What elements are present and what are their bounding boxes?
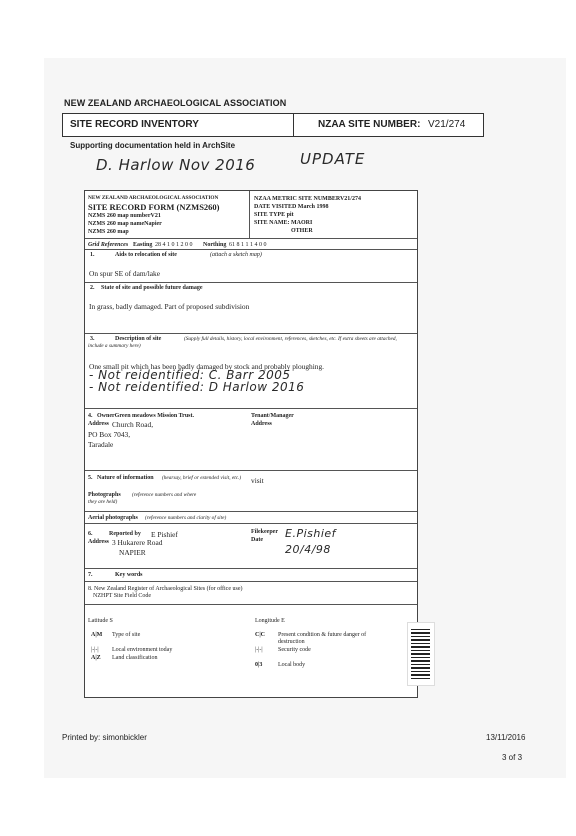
grid-ref-label: Grid References xyxy=(88,242,129,248)
form-map: NZMS 260 map xyxy=(88,229,129,235)
form-site-name-other: OTHER xyxy=(291,228,313,234)
code-local-body-label: Local body xyxy=(278,662,306,668)
aerial-hint: (reference numbers and clarity of site) xyxy=(145,515,227,521)
filekeeper-label: Filekeeper xyxy=(251,529,278,535)
handwritten-author-date: D. Harlow Nov 2016 xyxy=(96,156,256,174)
section-3-title: Description of site xyxy=(115,336,162,342)
section-5-value: visit xyxy=(251,476,264,485)
section-1-number: 1. xyxy=(90,252,95,258)
section-4-address-2: PO Box 7043, xyxy=(88,430,131,439)
form-metric-number: NZAA METRIC SITE NUMBERV21/274 xyxy=(254,196,361,202)
section-7-number: 7. xyxy=(88,572,93,578)
rule xyxy=(85,238,417,239)
northing-label: Northing xyxy=(203,242,227,248)
photographs-label: Photographs xyxy=(88,492,121,498)
aerial-label: Aerial photographs xyxy=(88,515,138,521)
section-4-number: 4. xyxy=(88,413,93,419)
reported-by-name: E Pishief xyxy=(151,530,178,539)
handwritten-note-1: - Not reidentified: C. Barr 2005 xyxy=(89,368,291,382)
section-4-address-3: Taradale xyxy=(88,440,114,449)
code-condition: C|C xyxy=(255,632,265,638)
code-land-classification-label: Land classification xyxy=(112,655,158,661)
longitude-label: Longitude E xyxy=(255,618,285,624)
easting-value: 28 4 1 0 1 2 0 0 xyxy=(155,242,193,248)
code-local-environment: |-|-| xyxy=(91,647,99,653)
code-type-of-site-label: Type of site xyxy=(112,632,141,638)
filekeeper-date-label: Date xyxy=(251,537,263,543)
photographs-hint: (reference numbers and where they are held) xyxy=(88,492,197,505)
section-8-text: 8. New Zealand Register of Archaeological Sites (for office use) xyxy=(88,586,243,592)
print-date: 13/11/2016 xyxy=(486,733,526,742)
section-7-title: Key words xyxy=(115,572,143,578)
section-1-title: Aids to relocation of site xyxy=(115,252,177,258)
form-date-visited: DATE VISITED March 1998 xyxy=(254,204,329,210)
easting-label: Easting xyxy=(133,242,153,248)
page-number: 3 of 3 xyxy=(502,753,523,762)
section-4-address-1: Church Road, xyxy=(112,420,154,429)
supporting-documentation: Supporting documentation held in ArchSite xyxy=(70,141,236,150)
inventory-title: SITE RECORD INVENTORY xyxy=(70,119,199,130)
section-2-text: In grass, badly damaged. Part of proposed subdivision xyxy=(89,302,250,311)
code-land-classification: A|Z xyxy=(91,655,101,661)
code-local-environment-label: Local environment today xyxy=(112,647,173,653)
section-6-address-label: Address xyxy=(88,539,109,545)
section-1-text: On spur SE of dam/lake xyxy=(89,269,161,278)
form-top-divider xyxy=(249,191,250,238)
section-3-number: 3. xyxy=(90,336,95,342)
code-security-label: Security code xyxy=(278,647,311,653)
section-6-address-1: 3 Hukarere Road xyxy=(112,538,163,547)
rule xyxy=(85,581,417,582)
code-condition-label: Present condition & future danger of destruction xyxy=(278,632,367,645)
handwritten-update: UPDATE xyxy=(300,150,366,168)
section-5-title: Nature of information xyxy=(97,475,154,481)
section-3-text: One small pit which has been badly damaged by stock and probably ploughing. xyxy=(89,362,325,371)
form-assoc: NEW ZEALAND ARCHAEOLOGICAL ASSOCIATION xyxy=(88,195,219,201)
section-6-address-2: NAPIER xyxy=(119,548,146,557)
section-2-title: State of site and possible future damage xyxy=(101,285,203,291)
rule xyxy=(85,249,417,250)
section-3-hint: (Supply full details, history, local environment, references, sketches, etc. If extra sheets are attached, include a summary here) xyxy=(88,336,397,349)
section-1-hint: (attach a sketch map) xyxy=(210,252,262,258)
form-site-name-label: SITE NAME: xyxy=(254,220,290,226)
rule xyxy=(85,333,417,334)
code-type-of-site: A|M xyxy=(91,632,103,638)
section-6-title: Reported by xyxy=(109,531,141,537)
section-8-sub: NZHPT Site Field Code xyxy=(93,593,152,599)
handwritten-sign-date: 20/4/98 xyxy=(285,543,331,556)
rule xyxy=(85,282,417,283)
association-heading: NEW ZEALAND ARCHAEOLOGICAL ASSOCIATION xyxy=(64,98,287,108)
form-site-type: SITE TYPE pit xyxy=(254,212,294,218)
header-divider xyxy=(293,113,294,137)
printed-by: Printed by: simonbickler xyxy=(62,733,147,742)
site-number-label: NZAA SITE NUMBER: xyxy=(318,119,421,130)
section-5-hint: (hearsay, brief or extended visit, etc.) xyxy=(162,475,242,481)
latitude-label: Latitude S xyxy=(88,618,113,624)
northing-value: 61 8 1 1 1 4 0 0 xyxy=(229,242,267,248)
rule xyxy=(85,568,417,569)
section-5-number: 5. xyxy=(88,475,93,481)
rule xyxy=(85,470,417,471)
section-4-address-label: Address xyxy=(88,421,109,427)
handwritten-signature: E.Pishief xyxy=(285,527,337,540)
barcode xyxy=(407,622,435,686)
code-security: |-|-| xyxy=(255,647,263,653)
tenant-address: Address xyxy=(251,421,272,427)
rule xyxy=(85,511,417,512)
section-6-number: 6. xyxy=(88,531,93,537)
rule xyxy=(85,523,417,524)
code-local-body: 0|3 xyxy=(255,662,263,668)
section-4-owner: OwnerGreen meadows Mission Trust. xyxy=(97,413,194,419)
form-map-name: NZMS 260 map nameNapier xyxy=(88,221,162,227)
form-site-name-maori: MAORI xyxy=(291,220,313,226)
form-title: SITE RECORD FORM (NZMS260) xyxy=(88,202,220,212)
site-number-value: V21/274 xyxy=(428,119,466,130)
site-record-form xyxy=(84,190,418,698)
section-2-number: 2. xyxy=(90,285,95,291)
rule xyxy=(85,604,417,605)
form-map-number: NZMS 260 map numberV21 xyxy=(88,213,161,219)
handwritten-note-2: - Not reidentified: D Harlow 2016 xyxy=(89,380,305,394)
rule xyxy=(85,408,417,409)
tenant-label: Tenant/Manager xyxy=(251,413,294,419)
